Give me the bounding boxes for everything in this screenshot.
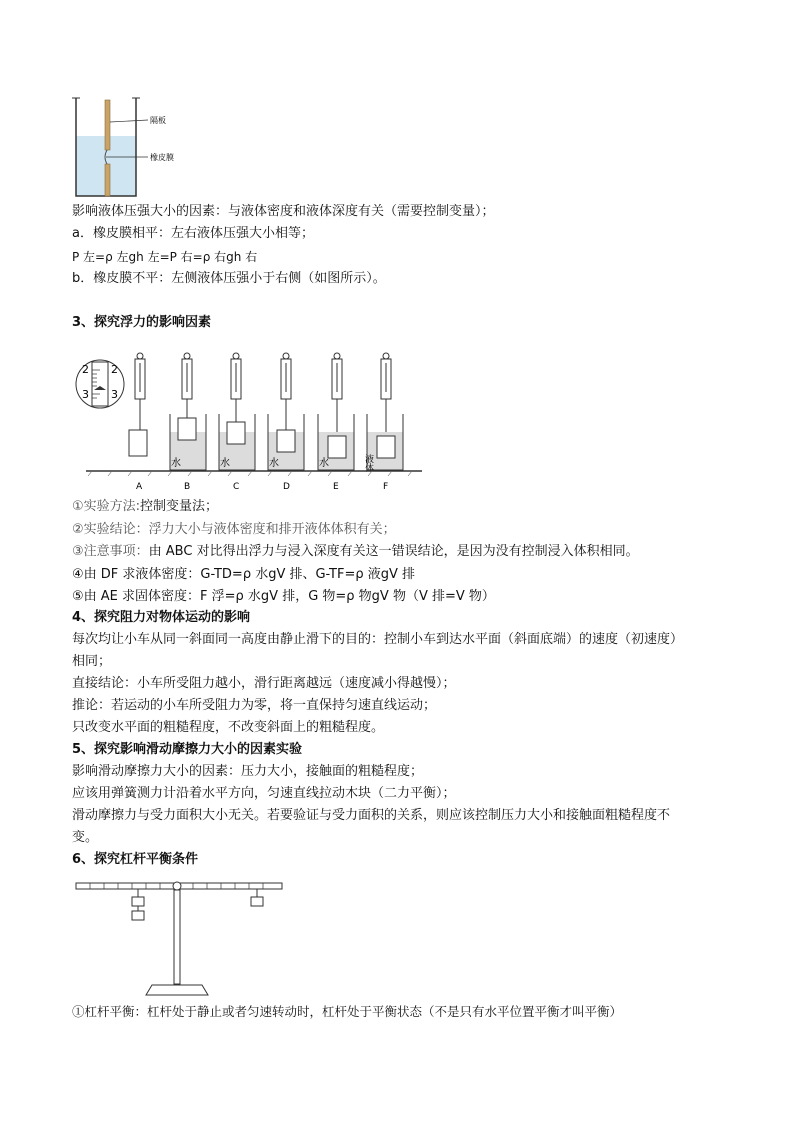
lever-balance-text: ①杠杆平衡：杠杆处于静止或者匀速转动时，杠杆处于平衡状态（不是只有水平位置平衡才叫平衡） [72, 1004, 623, 1019]
section-5-title: 5、探究影响滑动摩擦力大小的因素实验 [72, 742, 303, 757]
s5-line-3b: 变。 [72, 830, 99, 845]
membrane-level-text: a．橡皮膜相平：左右液体压强大小相等； [72, 226, 314, 241]
beaker-partition-figure [72, 94, 192, 200]
section-4-title: 4、探究阻力对物体运动的影响 [72, 610, 251, 625]
s4-line-2: 直接结论：小车所受阻力越小，滑行距离越远（速度减小得越慢）； [72, 676, 456, 691]
s4-line-1: 每次均让小车从同一斜面同一高度由静止滑下的目的：控制小车到达水平面（斜面底端）的速度（初速度） [72, 632, 684, 647]
spring-scale-e [332, 353, 342, 436]
pressure-factors-text: 影响液体压强大小的因素：与液体密度和液体深度有关（需要控制变量）； [72, 204, 495, 219]
letter-c: C [233, 482, 240, 492]
membrane-uneven-text: b．橡皮膜不平：左侧液体压强小于右侧（如图所示）。 [72, 271, 386, 286]
notes-label: ③注意事项： [72, 544, 149, 559]
buoyancy-experiment-figure [72, 348, 432, 494]
water-label-b: 水 [171, 458, 181, 469]
water-label-c: 水 [220, 458, 230, 469]
s5-line-1: 影响滑动摩擦力大小的因素：压力大小，接触面的粗糙程度； [72, 764, 424, 779]
letter-d: D [283, 482, 290, 492]
s5-line-2: 应该用弹簧测力计沿着水平方向，匀速直线拉动木块（二力平衡）； [72, 786, 456, 801]
s4-line-3: 推论：若运动的小车所受阻力为零，将一直保持匀速直线运动； [72, 698, 437, 713]
method-value: 控制变量法； [140, 499, 219, 514]
s4-line-1b: 相同； [72, 654, 112, 669]
notes-line [72, 543, 639, 561]
section-6-title: 6、探究杠杆平衡条件 [72, 852, 199, 867]
gauge-tick-2-right: 2 [111, 363, 118, 376]
gauge-tick-3-right: 3 [111, 388, 118, 401]
liquid-density-line: ④由 DF 求液体密度：G-TD=ρ 水gV 排、G-TF=ρ 液gV 排 [72, 567, 416, 582]
spring-scale-d [281, 353, 291, 430]
notes-value: 由 ABC 对比得出浮力与浸入深度有关这一错误结论，是因为没有控制浸入体积相同。 [148, 544, 639, 559]
membrane-label: 橡皮膜 [150, 153, 174, 162]
spring-scale-f [381, 353, 391, 436]
letter-e: E [333, 482, 339, 492]
method-label: ①实验方法: [72, 499, 141, 514]
letter-f: F [383, 482, 389, 492]
s4-line-4: 只改变水平面的粗糙程度，不改变斜面上的粗糙程度。 [72, 720, 385, 735]
method-line [72, 498, 218, 516]
water-label-e: 水 [319, 458, 329, 469]
spring-scale-b [182, 353, 192, 418]
gauge-tick-2-left: 2 [82, 363, 89, 376]
section-3-title: 3、探究浮力的影响因素 [72, 315, 212, 330]
spring-scale-a [129, 353, 147, 456]
conclusion-line: ②实验结论：浮力大小与液体密度和排开液体体积有关； [72, 522, 396, 537]
water-label-d: 水 [269, 458, 279, 469]
lever-figure [72, 873, 292, 999]
gauge-tick-3-left: 3 [82, 388, 89, 401]
spring-scale-c [231, 353, 241, 422]
pressure-formula: P 左=ρ 左gh 左=P 右=ρ 右gh 右 [72, 250, 258, 264]
solid-density-line: ⑤由 AE 求固体密度：F 浮=ρ 水gV 排，G 物=ρ 物gV 物（V 排=V 物） [72, 589, 495, 604]
s5-line-3: 滑动摩擦力与受力面积大小无关。若要验证与受力面积的关系，则应该控制压力大小和接触面粗糙程度不 [72, 808, 671, 823]
letter-b: B [184, 482, 191, 492]
liquid-label-f: 液体 [363, 454, 373, 472]
letter-a: A [136, 482, 143, 492]
partition-label: 隔板 [150, 116, 166, 125]
